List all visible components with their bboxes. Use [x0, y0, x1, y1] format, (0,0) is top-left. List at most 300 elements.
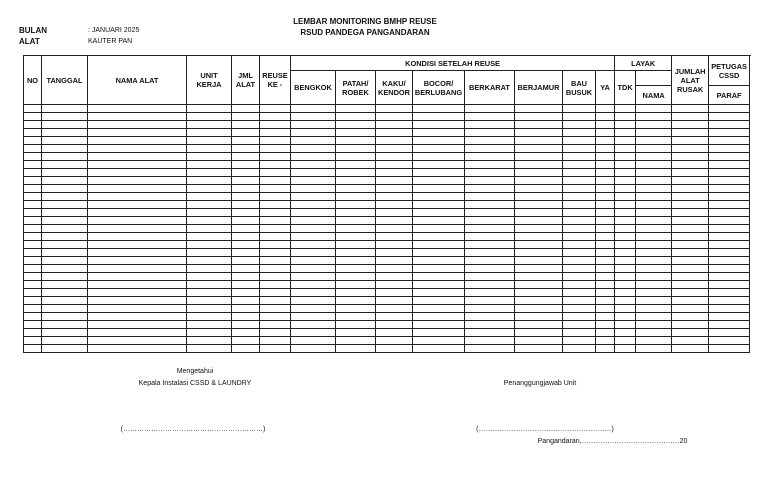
- table-cell: [615, 169, 636, 177]
- table-cell: [260, 265, 291, 273]
- table-cell: [42, 169, 88, 177]
- table-cell: [563, 105, 596, 113]
- table-cell: [232, 345, 260, 353]
- col-jumlah-alat-rusak: [672, 56, 709, 105]
- table-cell: [515, 233, 563, 241]
- table-row: [24, 217, 750, 225]
- table-cell: [260, 313, 291, 321]
- table-cell: [376, 273, 413, 281]
- table-cell: [260, 305, 291, 313]
- table-cell: [515, 121, 563, 129]
- table-cell: [615, 337, 636, 345]
- table-cell: [232, 241, 260, 249]
- table-row: [24, 249, 750, 257]
- table-cell: [336, 329, 376, 337]
- table-cell: [465, 281, 515, 289]
- table-cell: [515, 273, 563, 281]
- table-cell: [515, 185, 563, 193]
- table-cell: [24, 113, 42, 121]
- table-cell: [709, 113, 750, 121]
- table-cell: [596, 185, 615, 193]
- table-cell: [563, 257, 596, 265]
- table-cell: [615, 105, 636, 113]
- table-row: [24, 161, 750, 169]
- table-cell: [24, 177, 42, 185]
- table-cell: [672, 281, 709, 289]
- table-cell: [376, 105, 413, 113]
- table-cell: [260, 337, 291, 345]
- table-row: [24, 305, 750, 313]
- table-cell: [465, 201, 515, 209]
- table-cell: [291, 113, 336, 121]
- table-cell: [615, 329, 636, 337]
- col-kaku-kendor: [376, 71, 413, 105]
- col-tanggal: TANGGAL: [42, 56, 88, 105]
- table-cell: [291, 265, 336, 273]
- table-row: [24, 105, 750, 113]
- table-cell: [88, 337, 187, 345]
- table-cell: [636, 185, 672, 193]
- table-cell: [232, 297, 260, 305]
- table-cell: [291, 145, 336, 153]
- table-cell: [376, 121, 413, 129]
- table-cell: [709, 145, 750, 153]
- table-cell: [596, 113, 615, 121]
- table-cell: [88, 121, 187, 129]
- table-cell: [615, 233, 636, 241]
- table-cell: [413, 233, 465, 241]
- table-cell: [709, 129, 750, 137]
- table-cell: [563, 169, 596, 177]
- table-cell: [563, 273, 596, 281]
- table-cell: [465, 185, 515, 193]
- jml-alat-line-2: ALAT: [235, 80, 256, 89]
- table-cell: [672, 265, 709, 273]
- table-cell: [24, 297, 42, 305]
- table-cell: [465, 177, 515, 185]
- table-cell: [413, 321, 465, 329]
- table-cell: [709, 121, 750, 129]
- table-cell: [336, 169, 376, 177]
- table-cell: [232, 137, 260, 145]
- table-cell: [465, 217, 515, 225]
- table-cell: [413, 105, 465, 113]
- table-cell: [24, 337, 42, 345]
- table-cell: [465, 129, 515, 137]
- table-cell: [413, 145, 465, 153]
- jumlah-line-1: JUMLAH: [674, 66, 706, 76]
- table-cell: [376, 217, 413, 225]
- table-cell: [260, 193, 291, 201]
- table-cell: [563, 345, 596, 353]
- table-cell: [465, 105, 515, 113]
- table-cell: [615, 185, 636, 193]
- table-cell: [376, 233, 413, 241]
- table-cell: [260, 153, 291, 161]
- table-cell: [413, 193, 465, 201]
- table-cell: [88, 225, 187, 233]
- table-cell: [291, 281, 336, 289]
- table-cell: [24, 329, 42, 337]
- table-cell: [260, 145, 291, 153]
- table-cell: [636, 177, 672, 185]
- table-cell: [615, 177, 636, 185]
- table-row: [24, 321, 750, 329]
- table-row: [24, 273, 750, 281]
- table-cell: [596, 297, 615, 305]
- table-cell: [515, 241, 563, 249]
- table-cell: [515, 145, 563, 153]
- table-cell: [636, 137, 672, 145]
- table-cell: [563, 217, 596, 225]
- table-cell: [596, 145, 615, 153]
- table-cell: [42, 185, 88, 193]
- table-cell: [42, 345, 88, 353]
- table-cell: [376, 257, 413, 265]
- table-cell: [88, 137, 187, 145]
- table-row: [24, 345, 750, 353]
- table-cell: [615, 249, 636, 257]
- table-cell: [672, 305, 709, 313]
- table-cell: [336, 225, 376, 233]
- table-cell: [187, 129, 232, 137]
- table-cell: [615, 273, 636, 281]
- table-cell: [291, 161, 336, 169]
- table-cell: [563, 177, 596, 185]
- table-cell: [336, 265, 376, 273]
- table-cell: [709, 249, 750, 257]
- table-cell: [42, 233, 88, 241]
- table-row: [24, 313, 750, 321]
- table-cell: [336, 289, 376, 297]
- table-cell: [88, 177, 187, 185]
- table-cell: [24, 321, 42, 329]
- table-cell: [291, 169, 336, 177]
- table-cell: [376, 137, 413, 145]
- table-cell: [260, 289, 291, 297]
- table-cell: [42, 201, 88, 209]
- table-cell: [596, 169, 615, 177]
- table-cell: [24, 153, 42, 161]
- table-cell: [187, 185, 232, 193]
- table-cell: [376, 225, 413, 233]
- table-cell: [24, 129, 42, 137]
- table-cell: [336, 345, 376, 353]
- table-cell: [42, 137, 88, 145]
- table-cell: [465, 113, 515, 121]
- table-row: [24, 281, 750, 289]
- table-cell: [376, 297, 413, 305]
- table-cell: [291, 249, 336, 257]
- table-cell: [596, 105, 615, 113]
- col-unit-kerja: [187, 56, 232, 105]
- table-cell: [615, 217, 636, 225]
- table-cell: [291, 193, 336, 201]
- table-cell: [615, 297, 636, 305]
- table-cell: [515, 305, 563, 313]
- table-cell: [88, 201, 187, 209]
- table-cell: [291, 137, 336, 145]
- mengetahui-label: Mengetahui: [176, 368, 214, 375]
- table-cell: [88, 145, 187, 153]
- bocor-line-2: BERLUBANG: [414, 87, 463, 97]
- table-cell: [24, 209, 42, 217]
- col-no: NO: [24, 56, 42, 105]
- table-cell: [615, 321, 636, 329]
- table-cell: [260, 345, 291, 353]
- table-cell: [24, 345, 42, 353]
- table-cell: [24, 217, 42, 225]
- table-cell: [563, 289, 596, 297]
- table-cell: [615, 209, 636, 217]
- table-cell: [596, 177, 615, 185]
- table-cell: [515, 137, 563, 145]
- table-cell: [291, 129, 336, 137]
- title-line-1: LEMBAR MONITORING BMHP REUSE: [293, 17, 437, 26]
- table-cell: [187, 249, 232, 257]
- table-cell: [232, 193, 260, 201]
- table-cell: [672, 225, 709, 233]
- table-cell: [413, 201, 465, 209]
- table-row: [24, 257, 750, 265]
- table-cell: [336, 305, 376, 313]
- table-cell: [709, 257, 750, 265]
- table-cell: [465, 169, 515, 177]
- table-cell: [376, 209, 413, 217]
- table-cell: [515, 281, 563, 289]
- table-cell: [232, 225, 260, 233]
- table-cell: [596, 193, 615, 201]
- table-cell: [413, 129, 465, 137]
- table-cell: [376, 329, 413, 337]
- table-cell: [465, 345, 515, 353]
- table-row: [24, 137, 750, 145]
- table-cell: [615, 129, 636, 137]
- table-cell: [615, 313, 636, 321]
- table-cell: [709, 305, 750, 313]
- table-cell: [336, 145, 376, 153]
- table-row: [24, 129, 750, 137]
- table-cell: [636, 169, 672, 177]
- col-berkarat: BERKARAT: [465, 71, 515, 105]
- table-cell: [187, 265, 232, 273]
- table-cell: [709, 193, 750, 201]
- patah-line-2: ROBEK: [342, 87, 369, 97]
- table-cell: [672, 329, 709, 337]
- table-cell: [336, 209, 376, 217]
- table-cell: [515, 313, 563, 321]
- table-cell: [376, 305, 413, 313]
- table-cell: [596, 345, 615, 353]
- table-cell: [376, 177, 413, 185]
- table-cell: [24, 289, 42, 297]
- table-cell: [596, 137, 615, 145]
- table-cell: [615, 241, 636, 249]
- table-cell: [291, 185, 336, 193]
- table-cell: [465, 137, 515, 145]
- table-cell: [596, 281, 615, 289]
- table-cell: [187, 273, 232, 281]
- table-cell: [465, 273, 515, 281]
- table-cell: [709, 105, 750, 113]
- bau-line-2: BUSUK: [565, 87, 593, 97]
- table-cell: [636, 217, 672, 225]
- table-cell: [260, 273, 291, 281]
- table-cell: [672, 321, 709, 329]
- table-cell: [260, 185, 291, 193]
- table-cell: [672, 185, 709, 193]
- table-cell: [636, 321, 672, 329]
- table-cell: [376, 289, 413, 297]
- table-cell: [376, 249, 413, 257]
- table-cell: [672, 113, 709, 121]
- kaku-line-1: KAKU/: [382, 78, 406, 88]
- table-cell: [709, 217, 750, 225]
- table-cell: [24, 161, 42, 169]
- table-cell: [465, 233, 515, 241]
- table-cell: [291, 233, 336, 241]
- table-cell: [42, 257, 88, 265]
- table-cell: [672, 345, 709, 353]
- table-cell: [465, 249, 515, 257]
- table-cell: [232, 185, 260, 193]
- title-line-2: RSUD PANDEGA PANGANDARAN: [300, 28, 430, 37]
- table-cell: [596, 201, 615, 209]
- table-cell: [615, 137, 636, 145]
- table-cell: [413, 113, 465, 121]
- table-cell: [672, 201, 709, 209]
- table-cell: [596, 249, 615, 257]
- table-cell: [232, 321, 260, 329]
- table-cell: [376, 281, 413, 289]
- table-cell: [515, 257, 563, 265]
- table-cell: [88, 193, 187, 201]
- table-cell: [596, 225, 615, 233]
- table-cell: [465, 145, 515, 153]
- table-cell: [42, 265, 88, 273]
- table-cell: [291, 345, 336, 353]
- table-cell: [515, 225, 563, 233]
- table-cell: [596, 337, 615, 345]
- table-cell: [563, 313, 596, 321]
- table-cell: [187, 121, 232, 129]
- table-cell: [596, 217, 615, 225]
- table-cell: [515, 217, 563, 225]
- table-cell: [291, 329, 336, 337]
- table-cell: [709, 209, 750, 217]
- jumlah-line-2: ALAT: [680, 75, 700, 85]
- table-cell: [232, 217, 260, 225]
- table-cell: [636, 233, 672, 241]
- table-cell: [636, 121, 672, 129]
- table-cell: [24, 273, 42, 281]
- table-row: [24, 153, 750, 161]
- table-cell: [465, 241, 515, 249]
- table-row: [24, 337, 750, 345]
- table-cell: [291, 257, 336, 265]
- table-cell: [636, 297, 672, 305]
- table-cell: [42, 177, 88, 185]
- table-cell: [336, 257, 376, 265]
- table-cell: [563, 297, 596, 305]
- table-cell: [563, 145, 596, 153]
- table-cell: [636, 249, 672, 257]
- table-cell: [88, 289, 187, 297]
- table-cell: [615, 161, 636, 169]
- table-cell: [24, 265, 42, 273]
- table-row: [24, 113, 750, 121]
- table-cell: [187, 225, 232, 233]
- table-cell: [465, 193, 515, 201]
- table-cell: [413, 137, 465, 145]
- table-cell: [515, 265, 563, 273]
- table-cell: [42, 305, 88, 313]
- table-cell: [24, 249, 42, 257]
- table-cell: [672, 177, 709, 185]
- table-cell: [709, 345, 750, 353]
- table-cell: [515, 249, 563, 257]
- table-cell: [672, 153, 709, 161]
- table-cell: [636, 281, 672, 289]
- table-cell: [24, 145, 42, 153]
- table-cell: [596, 161, 615, 169]
- kepala-instalasi-label: Kepala Instalasi CSSD & LAUNDRY: [138, 380, 252, 387]
- table-cell: [672, 137, 709, 145]
- table-cell: [376, 129, 413, 137]
- table-cell: [709, 289, 750, 297]
- table-cell: [232, 153, 260, 161]
- table-cell: [413, 169, 465, 177]
- table-cell: [672, 169, 709, 177]
- table-cell: [563, 201, 596, 209]
- table-cell: [336, 193, 376, 201]
- table-cell: [615, 145, 636, 153]
- table-cell: [515, 113, 563, 121]
- table-cell: [672, 297, 709, 305]
- table-cell: [376, 113, 413, 121]
- table-cell: [88, 233, 187, 241]
- table-cell: [187, 257, 232, 265]
- table-cell: [672, 217, 709, 225]
- table-cell: [672, 145, 709, 153]
- table-cell: [413, 289, 465, 297]
- table-cell: [88, 345, 187, 353]
- table-cell: [515, 129, 563, 137]
- table-cell: [260, 137, 291, 145]
- table-cell: [709, 169, 750, 177]
- table-cell: [88, 169, 187, 177]
- table-cell: [413, 305, 465, 313]
- table-cell: [232, 209, 260, 217]
- table-cell: [465, 265, 515, 273]
- table-cell: [376, 145, 413, 153]
- table-cell: [336, 233, 376, 241]
- table-cell: [596, 313, 615, 321]
- signature-line-right: (…………………………………………………): [476, 426, 614, 433]
- table-cell: [636, 345, 672, 353]
- table-cell: [232, 281, 260, 289]
- table-cell: [465, 289, 515, 297]
- table-cell: [42, 241, 88, 249]
- col-jml-alat: [232, 56, 260, 105]
- table-cell: [413, 265, 465, 273]
- table-cell: [88, 161, 187, 169]
- table-cell: [291, 289, 336, 297]
- table-cell: [232, 329, 260, 337]
- table-cell: [563, 137, 596, 145]
- table-cell: [336, 185, 376, 193]
- table-cell: [232, 161, 260, 169]
